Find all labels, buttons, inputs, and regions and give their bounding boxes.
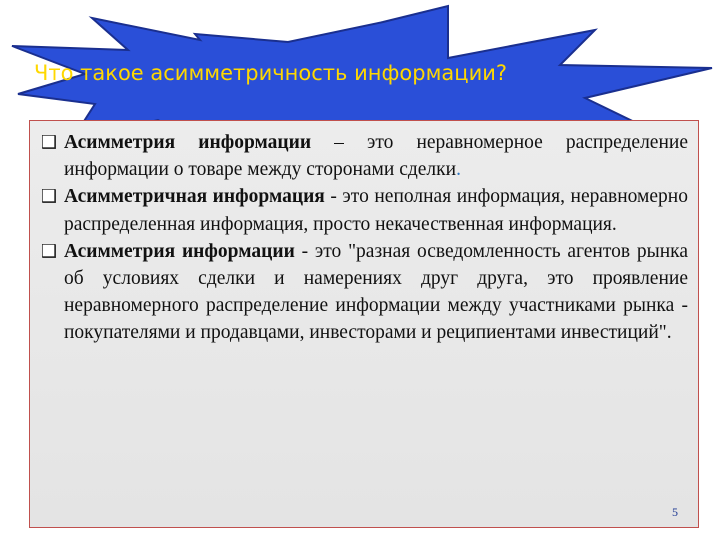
bullet-text: - это неполная информация, неравномерно распределенная информация, просто некачественная информация. [64, 186, 688, 235]
checkbox-bullet-icon [42, 135, 57, 150]
bullet-item-asymmetry-definition [40, 129, 688, 183]
content-box [29, 120, 699, 528]
bullet-text: - это "разная осведомленность агентов рынка об условиях сделки и намерениях друг друга, это проявление неравномерного распределение информации между участниками рынка - покупателями и продавцами, инвесторами и реципиентами инвестиций". [64, 240, 689, 344]
bullet-item-asymmetric-information [40, 183, 688, 237]
slide-title: Что такое асимметричность информации? [34, 61, 508, 85]
bullet-term: Асимметрия информации [64, 132, 312, 153]
checkbox-bullet-icon [42, 189, 57, 204]
bullet-list [40, 129, 688, 347]
bullet-tail: . [456, 159, 461, 181]
checkbox-bullet-icon [42, 244, 57, 259]
bullet-term: Асимметричная информация [64, 186, 325, 208]
page-number: 5 [672, 505, 678, 519]
bullet-item-asymmetry-quote [40, 238, 688, 347]
bullet-text: – это неравномерное распределение информации о товаре между сторонами сделки [64, 132, 688, 181]
bullet-term: Асимметрия информации [64, 240, 295, 262]
